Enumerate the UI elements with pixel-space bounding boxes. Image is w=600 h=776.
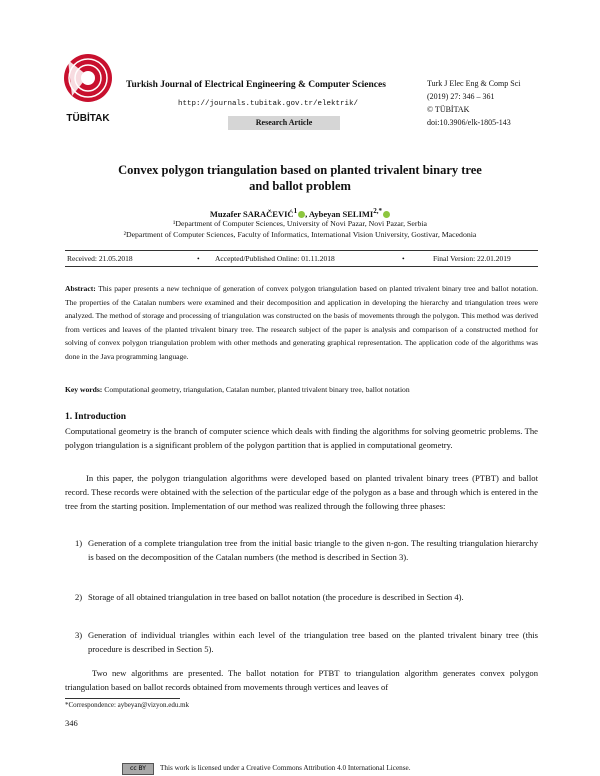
license-text: This work is licensed under a Creative Commons Attribution 4.0 International License.: [160, 764, 411, 772]
footnote-divider: [65, 698, 180, 699]
divider: [65, 266, 538, 267]
journal-url-link[interactable]: http://journals.tubitak.gov.tr/elektrik/: [178, 100, 359, 108]
affiliation-1: ¹Department of Computer Sciences, University of Novi Pazar, Novi Pazar, Serbia: [173, 219, 427, 228]
paragraph: In this paper, the polygon triangulation algorithms were developed based on planted trivalent binary trees (PTBT) and ballot record. These records were obtained with the selection of the particular edge of the polygon as a base and through which is entered in the tree from the starting position. Implementation of our method was realized through the following three phases:: [65, 473, 538, 511]
list-text: Generation of individual triangles within each level of the triangulation tree based on the planted trivalent binary tree (this procedure is described in Section 5).: [88, 630, 538, 654]
received-date: Received: 21.05.2018: [67, 254, 133, 263]
abstract-label: Abstract:: [65, 284, 96, 293]
affiliation-2: ²Department of Computer Sciences, Faculty of Informatics, International Vision University, Gostivar, Macedonia: [123, 230, 477, 239]
accepted-date: Accepted/Published Online: 01.11.2018: [215, 254, 335, 263]
citation-block: [427, 77, 520, 129]
divider: [65, 250, 538, 251]
list-number: 1): [75, 538, 83, 548]
list-number: 3): [75, 630, 83, 640]
list-item: [75, 590, 538, 604]
keywords: [65, 385, 538, 394]
keywords-text: Computational geometry, triangulation, Catalan number, planted trivalent binary tree, ballot notation: [104, 385, 410, 394]
page-number: 346: [65, 718, 78, 728]
author-separator: ,: [305, 208, 309, 219]
tubitak-logo-graphic: [62, 52, 114, 124]
list-item: [75, 536, 538, 564]
title-line: and ballot problem: [249, 179, 351, 193]
article-type-label: Research Article: [228, 116, 340, 130]
author-affiliation-mark: 2,*: [373, 207, 383, 215]
paragraph: Two new algorithms are presented. The ballot notation for PTBT to triangulation algorithm generates convex polygon triangulation based on ballot records obtained from movements through vertices and leaves of: [65, 668, 538, 692]
author-name: Aybeyan SELIMI: [308, 208, 374, 219]
citation-volume: (2019) 27: 346 – 361: [427, 92, 495, 101]
cc-license-badge[interactable]: cc BY: [122, 763, 154, 775]
section-heading: 1. Introduction: [65, 412, 127, 422]
list-text: Generation of a complete triangulation tree from the initial basic triangle to the given n-gon. The resulting triangulation hierarchy is based on the decomposition of the Catalan numbers (the method is described in Section 3).: [88, 538, 538, 562]
bullet: •: [197, 254, 200, 263]
logo-text: TÜBİTAK: [66, 113, 110, 124]
citation-doi[interactable]: doi:10.3906/elk-1805-143: [427, 118, 511, 127]
author-list: [60, 207, 540, 219]
keywords-label: Key words:: [65, 385, 103, 394]
paper-title: [60, 162, 540, 194]
final-version-date: Final Version: 22.01.2019: [433, 254, 511, 263]
journal-name: Turkish Journal of Electrical Engineering & Computer Sciences: [126, 80, 386, 90]
citation-journal: Turk J Elec Eng & Comp Sci: [427, 79, 521, 88]
author-affiliation-mark: 1: [293, 207, 298, 215]
list-number: 2): [75, 592, 83, 602]
abstract-text: This paper presents a new technique of generation of convex polygon triangulation based on planted trivalent binary tree and ballot notation. The properties of the Catalan numbers were examined and their decomposition and application in developing the hierarchy and triangulation trees were analyzed. The method of storage and processing of triangulation was constructed on the basis of movements through the polygon. This method was derived from vertices and leaves of the planted trivalent binary tree. The research subject of the paper is analysis and comparison of a constructed method for solving of convex polygon triangulation problem with other methods and generating graphical representation. The application code of the algorithms was done in the Java programming language.: [65, 284, 538, 361]
title-line: Convex polygon triangulation based on planted trivalent binary tree: [118, 163, 482, 177]
list-text: Storage of all obtained triangulation in tree based on ballot notation (the procedure is described in Section 4).: [88, 592, 464, 602]
list-item: [75, 628, 538, 656]
correspondence-footnote: *Correspondence: aybeyan@vizyon.edu.mk: [65, 701, 190, 709]
author-name: Muzafer SARAČEVIĆ: [209, 208, 294, 219]
tubitak-logo: [62, 52, 114, 124]
paragraph: Computational geometry is the branch of computer science which deals with finding the algorithms for solving geometric problems. The polygon triangulation is a significant problem of the polygon partition that is applied in computational geometry.: [65, 426, 538, 450]
orcid-icon[interactable]: [383, 211, 390, 218]
citation-copyright: © TÜBİTAK: [427, 105, 470, 114]
abstract: [65, 282, 538, 364]
bullet: •: [402, 254, 405, 263]
